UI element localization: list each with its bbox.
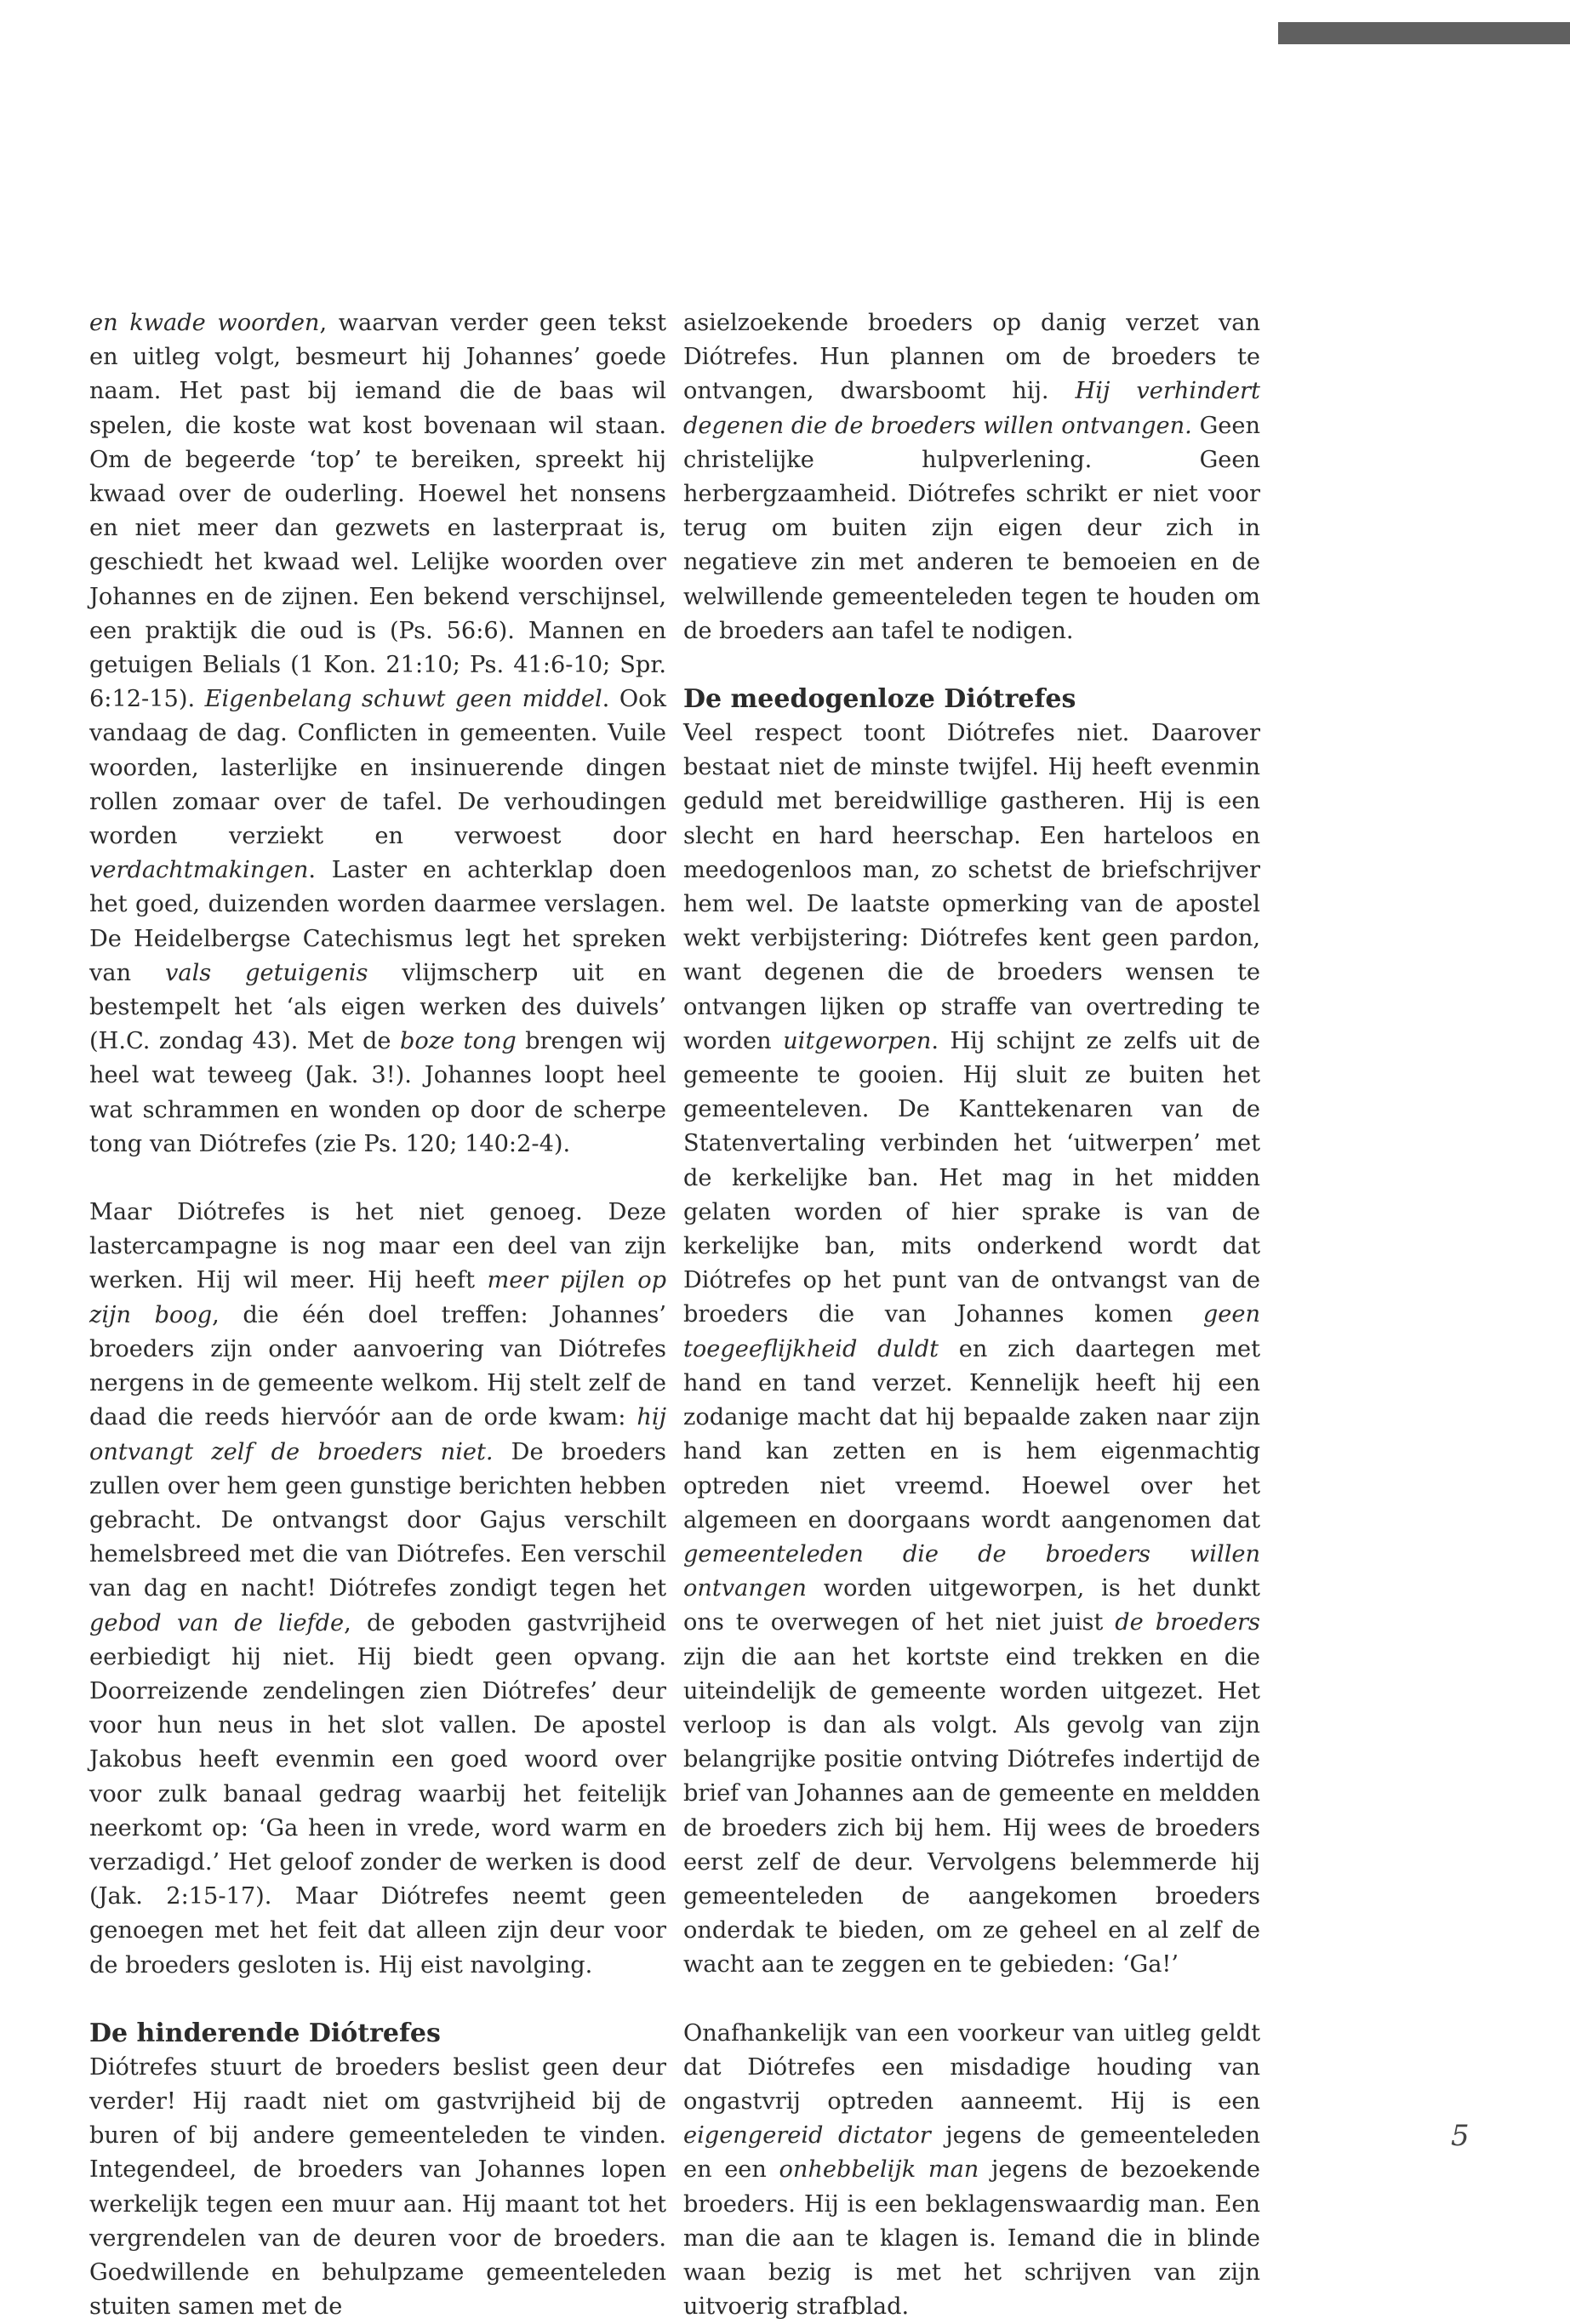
italic-text-run: Hij verhindert degenen die de broeders willen ontvangen. [683,378,1260,439]
left-paragraph-2 [89,1196,666,1983]
italic-text-run: geen toegeeflijkheid duldt [683,1301,1260,1362]
right-paragraph-1 [683,306,1260,648]
right-paragraph-3 [683,2017,1260,2324]
section-heading-hinderende: De hinderende Diótrefes [89,2018,441,2048]
text-run: en zich daartegen met hand en tand verzet. Kennelijk heeft hij een zodanige macht dat hij bepaalde zaken naar zijn hand kan zetten en is hem eigenmachtig optreden niet vreemd. Hoewel over het algemeen en doorgaans wordt aangenomen dat [683,1335,1260,1533]
text-run: Maar Diótrefes is het niet genoeg. Deze lastercampagne is nog maar een deel van zijn werken. Hij wil meer. Hij heeft [89,1199,666,1294]
italic-text-run: uitgeworpen [783,1027,932,1054]
text-run: asielzoekende broeders op danig verzet van Diótrefes. Hun plannen om de broeders te ontvangen, dwarsboomt hij. [683,310,1260,405]
section-heading-meedogenloze: De meedogenloze Diótrefes [683,684,1076,715]
text-run: Diótrefes stuurt de broeders beslist geen deur verder! Hij raadt niet om gastvrijheid bij de buren of bij andere gemeenteleden te vinden. Integendeel, de broeders van Johannes lopen werkelijk tegen een muur aan. Hij maant tot het vergrendelen van de deuren voor de broeders. Goedwillende en behulpzame gemeenteleden stuiten samen met de [89,2053,666,2321]
text-run: jegens de gemeenteleden en een [683,2122,1260,2184]
text-run: brengen wij heel wat teweeg (Jak. 3!). Johannes loopt heel wat schrammen en wonden op door de scherpe tong van Diótrefes (zie Ps. 120; 140:2-4). [89,1028,666,1157]
text-run: Onafhankelijk van een voorkeur van uitleg geldt dat Diótrefes een misdadige houding van ongastvrij optreden aanneemt. Hij is een [683,2019,1260,2115]
italic-text-run: verdachtmakingen [89,857,309,884]
left-paragraph-1 [89,306,666,1162]
italic-text-run: onhebbelijk man [779,2156,979,2184]
text-run: . Hij schijnt ze zelfs uit de gemeente te gooien. Hij sluit ze buiten het gemeenteleven. De Kanttekenaren van de Statenvertaling verbinden het ‘uitwerpen’ met de kerkelijke ban. Het mag in het midden gelaten worden of hier sprake is van de kerkelijke ban, mits onderkend wordt dat Diótrefes op het punt van de ontvangst van de broeders die van Johannes komen [683,1027,1261,1328]
italic-text-run: gebod van de liefde [89,1609,345,1636]
italic-text-run: en kwade woorden [89,310,320,336]
text-run: , de geboden gastvrijheid eerbiedigt hij niet. Hij biedt geen opvang. Doorreizende zendelingen zien Diótrefes’ deur voor hun neus in het slot vallen. De apostel Jakobus heeft evenmin een goed woord over voor zulk banaal gedrag waarbij het feitelijk neerkomt op: ‘Ga heen in vrede, word warm en verzadigd.’ Het geloof zonder de werken is dood (Jak. 2:15-17). Maar Diótrefes neemt geen genoegen met het feit dat alleen zijn deur voor de broeders gesloten is. Hij eist navolging. [89,1609,667,1979]
italic-text-run: Eigenbelang schuwt geen middel [204,686,602,713]
italic-text-run: de broeders [1115,1609,1260,1636]
text-run: jegens de bezoekende broeders. Hij is een beklagenswaardig man. Een man die aan te klagen is. Iemand die in blinde waan bezig is met het schrijven van zijn uitvoerig strafblad. [683,2156,1260,2321]
text-run: worden uitgeworpen, is het dunkt ons te overwegen of het niet juist [683,1575,1260,1636]
text-run: , waarvan verder geen tekst en uitleg volgt, besmeurt hij Johannes’ goede naam. Het past bij iemand die de baas wil spelen, die koste wat kost bovenaan wil staan. Om de begeerde ‘top’ te bereiken, spreekt hij kwaad over de ouderling. Hoewel het nonsens en niet meer dan gezwets en lasterpraat is, geschiedt het kwaad wel. Lelijke woorden over Johannes en de zijnen. Een bekend verschijnsel, een praktijk die oud is (Ps. 56:6). Mannen en getuigen Belials (1 Kon. 21:10; Ps. 41:6-10; Spr. 6:12-15). [89,310,666,713]
italic-text-run: meer pijlen op zijn boog [89,1267,666,1328]
text-run: , die één doel treffen: Johannes’ broeders zijn onder aanvoering van Diótrefes nergens in de gemeente welkom. Hij stelt zelf de daad die reeds hiervóór aan de orde kwam: [89,1301,666,1431]
text-run: . Ook vandaag de dag. Conflicten in gemeenten. Vuile woorden, lasterlijke en insinuerende dingen rollen zomaar over de tafel. De verhoudingen worden verziekt en verwoest door [89,686,666,850]
text-run: zijn die aan het kortste eind trekken en die uiteindelijk de gemeente worden uitgezet. Het verloop is dan als volgt. Als gevolg van zijn belangrijke positie ontving Diótrefes indertijd de brief van Johannes aan de gemeente en meldden de broeders zich bij hem. Hij wees de broeders eerst zelf de deur. Vervolgens belemmerde hij gemeenteleden de aangekomen broeders onderdak te bieden, om ze geheel en al zelf de wacht aan te zeggen en te gebieden: ‘Ga!’ [683,1643,1260,1979]
right-column [683,306,1260,2324]
text-run: . Laster en achterklap doen het goed, duizenden worden daarmee verslagen. De Heidelbergse Catechismus legt het spreken van [89,857,666,986]
right-paragraph-2 [683,717,1260,1983]
italic-text-run: hij ontvangt zelf de broeders niet. [89,1404,666,1465]
left-column [89,306,666,2324]
italic-text-run: eigengereid dictator [683,2122,931,2150]
italic-text-run: vals getuigenis [165,959,368,986]
text-run: Geen christelijke hulpverlening. Geen herbergzaamheid. Diótrefes schrikt er niet voor terug om buiten zijn eigen deur zich in negatieve zin met anderen te bemoeien en de welwillende gemeenteleden tegen te houden om de broeders aan tafel te nodigen. [683,412,1260,644]
text-run: Veel respect toont Diótrefes niet. Daarover bestaat niet de minste twijfel. Hij heeft evenmin geduld met bereidwillige gastheren. Hij is een slecht en hard heerschap. Een harteloos en meedogenloos man, zo schetst de briefschrijver hem wel. De laatste opmerking van de apostel wekt verbijstering: Diótrefes kent geen pardon, want degenen die de broeders wensen te ontvangen lijken op straffe van overtreding te worden [683,720,1260,1054]
page-number: 5 [1451,2119,1470,2153]
left-paragraph-3 [89,2051,666,2324]
text-run: vlijmscherp uit en bestempelt het ‘als eigen werken des duivels’ (H.C. zondag 43). Met de [89,959,666,1055]
italic-text-run: gemeenteleden die de broeders willen ontvangen [683,1540,1260,1602]
italic-text-run: boze tong [399,1028,517,1055]
text-run: De broeders zullen over hem geen gunstige berichten hebben gebracht. De ontvangst door Gajus verschilt hemelsbreed met die van Diótrefes. Een verschil van dag en nacht! Diótrefes zondigt tegen het [89,1438,666,1602]
top-decorative-bar [1278,22,1570,44]
